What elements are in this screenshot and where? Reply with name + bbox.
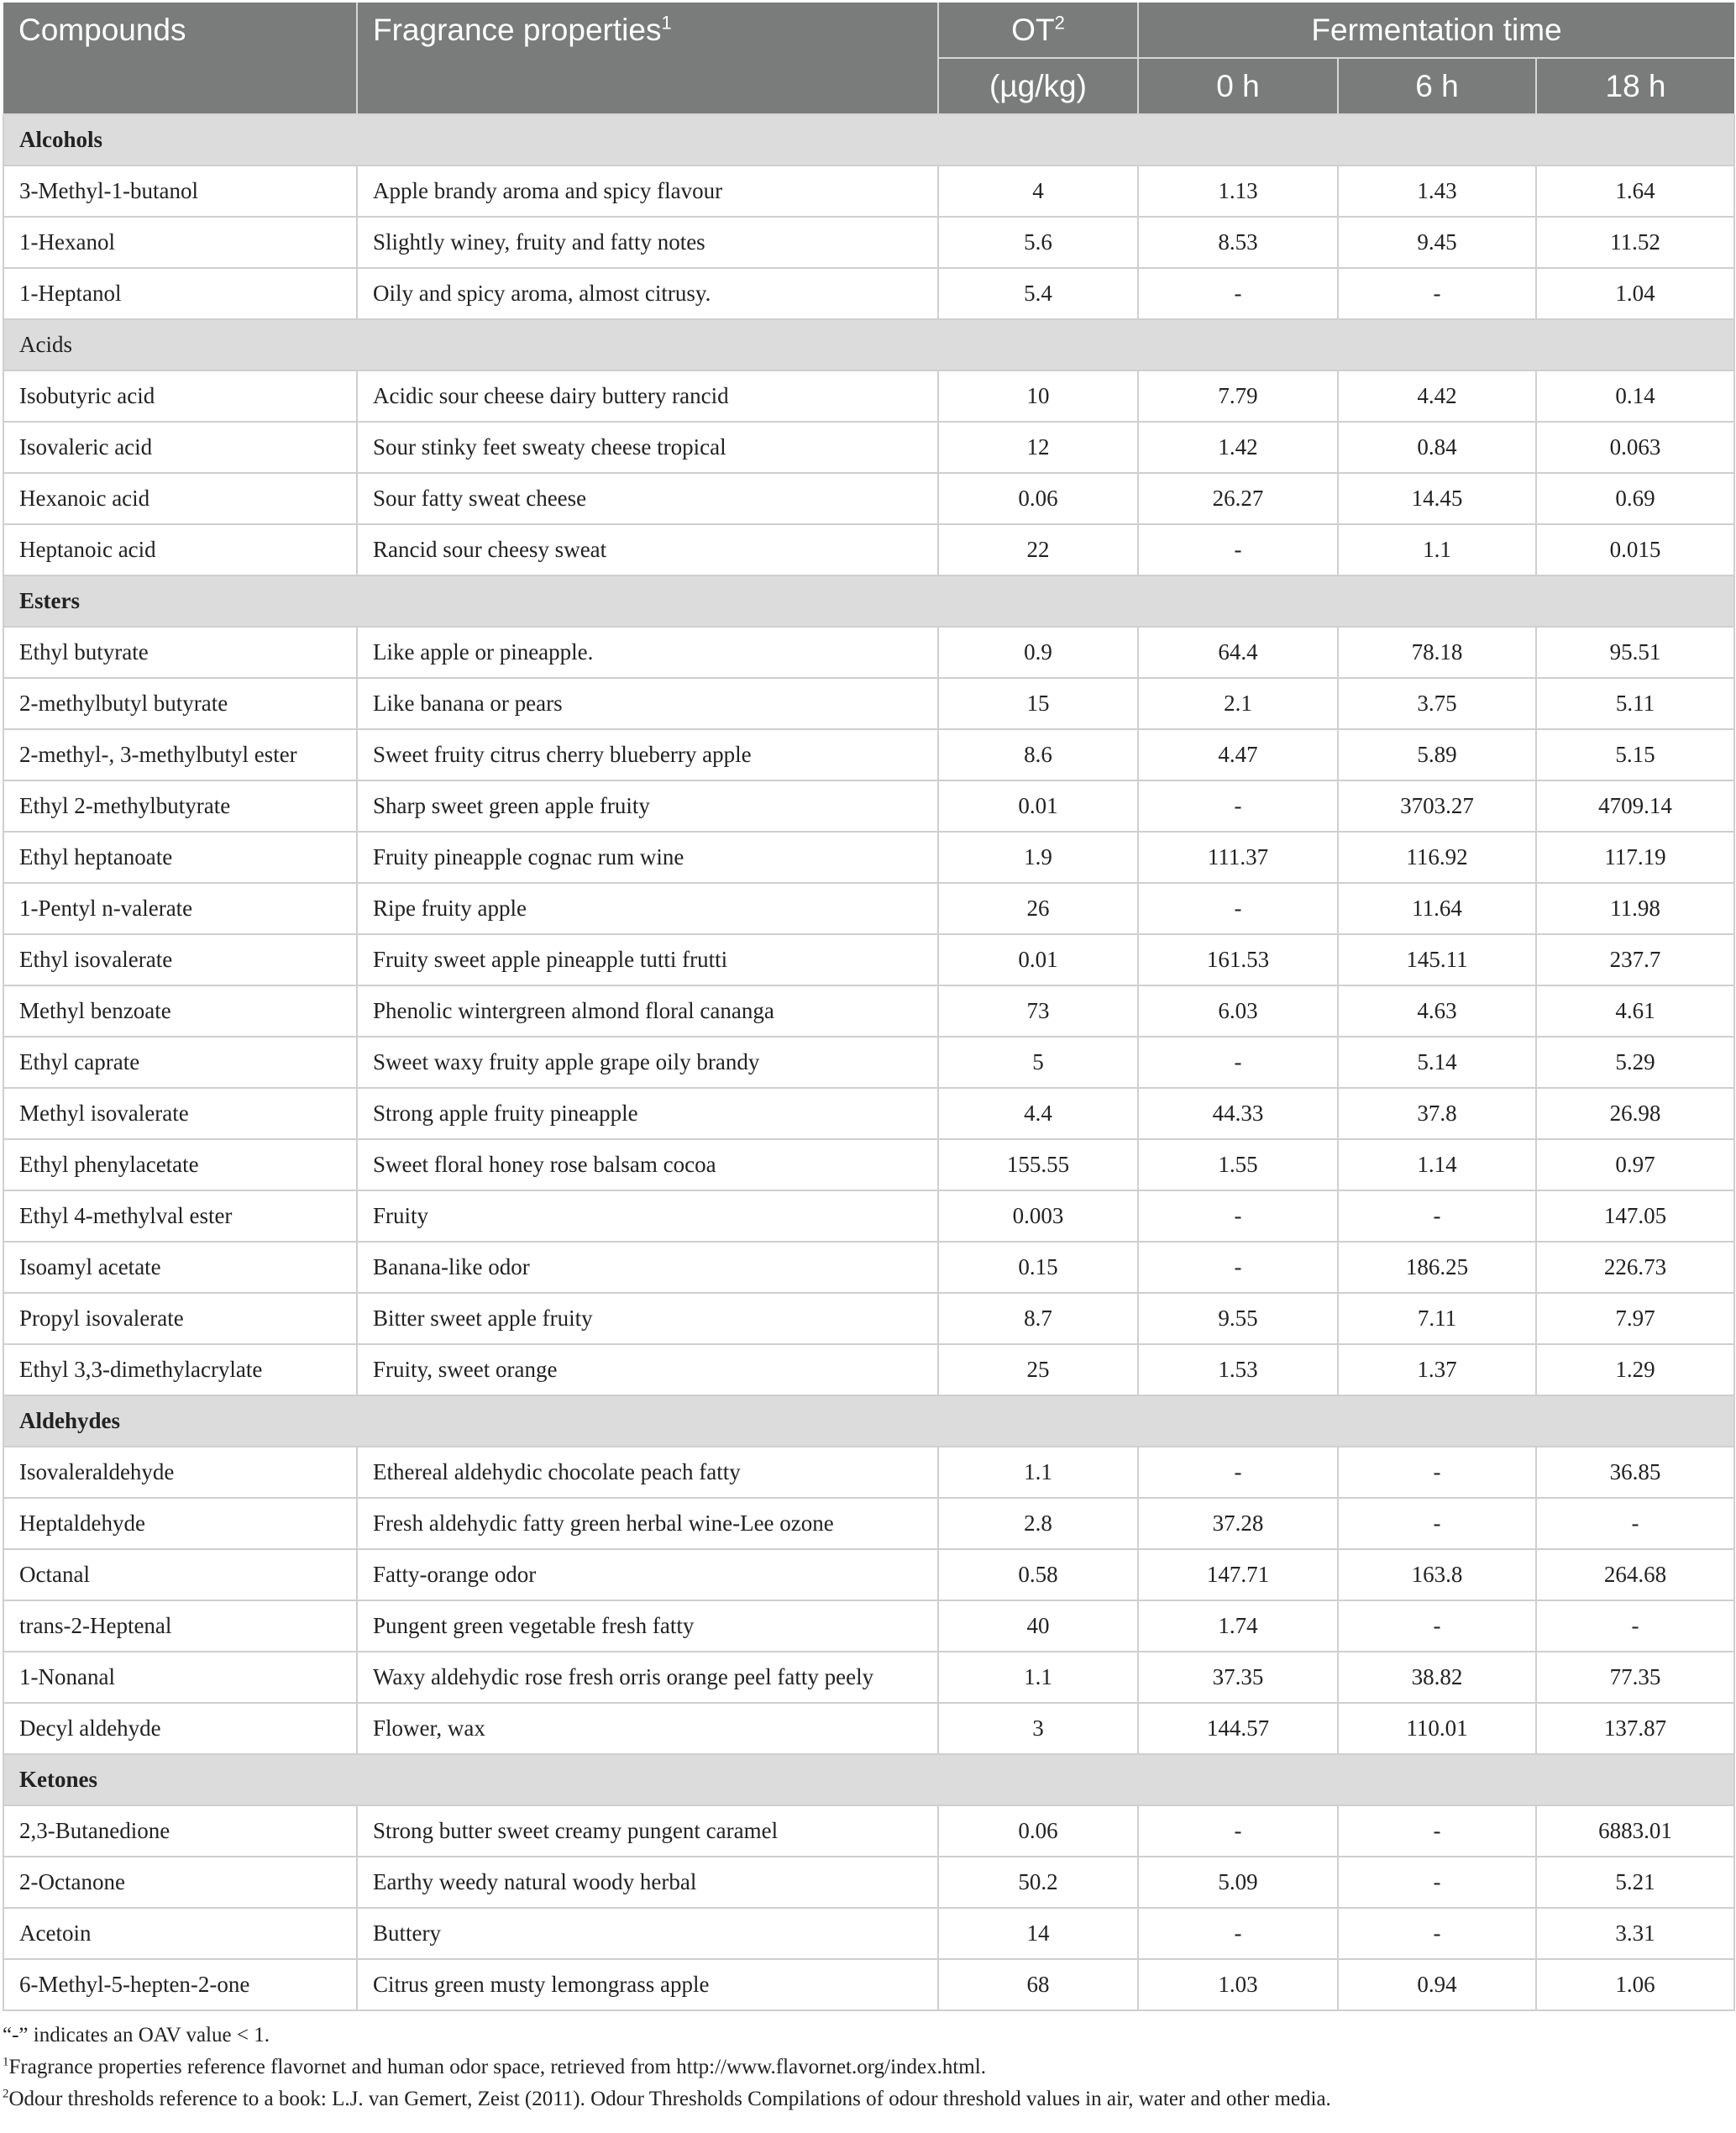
value-18h: 0.97 — [1536, 1139, 1734, 1190]
ot-value: 5.6 — [938, 217, 1138, 268]
value-6h: 1.14 — [1338, 1139, 1536, 1190]
value-0h: 9.55 — [1138, 1293, 1338, 1344]
fragrance-property: Sharp sweet green apple fruity — [357, 780, 938, 832]
ot-value: 15 — [938, 678, 1138, 729]
value-18h: - — [1536, 1600, 1734, 1652]
fragrance-property: Like banana or pears — [357, 678, 938, 729]
table-row — [3, 1242, 1734, 1293]
ot-value: 0.01 — [938, 780, 1138, 832]
ot-value: 1.1 — [938, 1652, 1138, 1703]
value-6h: 5.89 — [1338, 729, 1536, 780]
value-0h: 111.37 — [1138, 832, 1338, 883]
value-0h: 1.03 — [1138, 1959, 1338, 2010]
fragrance-property: Fruity sweet apple pineapple tutti frutti — [357, 934, 938, 985]
fragrance-property: Slightly winey, fruity and fatty notes — [357, 217, 938, 268]
value-18h: 0.015 — [1536, 524, 1734, 575]
value-18h: 226.73 — [1536, 1242, 1734, 1293]
value-6h: 9.45 — [1338, 217, 1536, 268]
value-0h: 6.03 — [1138, 985, 1338, 1037]
group-row — [3, 1754, 1734, 1805]
value-6h: 163.8 — [1338, 1549, 1536, 1600]
ot-value: 0.58 — [938, 1549, 1138, 1600]
fragrance-property: Ethereal aldehydic chocolate peach fatty — [357, 1447, 938, 1498]
group-label: Esters — [3, 575, 1734, 627]
compound-name: 1-Heptanol — [3, 268, 357, 319]
header-fermentation: Fermentation time — [1138, 3, 1734, 58]
value-18h: 7.97 — [1536, 1293, 1734, 1344]
value-0h: - — [1138, 1037, 1338, 1088]
fragrance-property: Flower, wax — [357, 1703, 938, 1754]
compound-name: Ethyl isovalerate — [3, 934, 357, 985]
table-row — [3, 1037, 1734, 1088]
table-row — [3, 985, 1734, 1037]
value-18h: 3.31 — [1536, 1908, 1734, 1959]
group-label: Alcohols — [3, 114, 1734, 165]
fragrance-property: Phenolic wintergreen almond floral cananga — [357, 985, 938, 1037]
value-0h: - — [1138, 524, 1338, 575]
value-6h: 0.94 — [1338, 1959, 1536, 2010]
ot-value: 1.1 — [938, 1447, 1138, 1498]
value-6h: - — [1338, 268, 1536, 319]
ot-value: 0.06 — [938, 473, 1138, 524]
table-row — [3, 524, 1734, 575]
fragrance-property: Banana-like odor — [357, 1242, 938, 1293]
value-0h: - — [1138, 1805, 1338, 1857]
ot-value: 1.9 — [938, 832, 1138, 883]
header-6h: 6 h — [1338, 58, 1536, 114]
compound-name: Isobutyric acid — [3, 370, 357, 422]
value-18h: 5.11 — [1536, 678, 1734, 729]
fragrance-property: Fresh aldehydic fatty green herbal wine-Lee ozone — [357, 1498, 938, 1549]
compound-name: 2-Octanone — [3, 1857, 357, 1908]
ot-value: 5 — [938, 1037, 1138, 1088]
value-6h: 37.8 — [1338, 1088, 1536, 1139]
value-6h: - — [1338, 1190, 1536, 1242]
ot-value: 73 — [938, 985, 1138, 1037]
value-6h: 4.63 — [1338, 985, 1536, 1037]
value-6h: 1.37 — [1338, 1344, 1536, 1395]
value-0h: 5.09 — [1138, 1857, 1338, 1908]
document — [3, 3, 1733, 2115]
table-row — [3, 1498, 1734, 1549]
compound-name: Ethyl phenylacetate — [3, 1139, 357, 1190]
table-row — [3, 473, 1734, 524]
table-row — [3, 729, 1734, 780]
value-18h: 36.85 — [1536, 1447, 1734, 1498]
value-0h: - — [1138, 1190, 1338, 1242]
value-0h: 64.4 — [1138, 627, 1338, 678]
ot-value: 0.15 — [938, 1242, 1138, 1293]
compound-name: 2-methylbutyl butyrate — [3, 678, 357, 729]
fragrance-property: Fatty-orange odor — [357, 1549, 938, 1600]
value-6h: 1.43 — [1338, 165, 1536, 217]
ot-value: 5.4 — [938, 268, 1138, 319]
fragrance-property: Citrus green musty lemongrass apple — [357, 1959, 938, 2010]
ot-value: 3 — [938, 1703, 1138, 1754]
value-18h: 264.68 — [1536, 1549, 1734, 1600]
fragrance-property: Oily and spicy aroma, almost citrusy. — [357, 268, 938, 319]
value-18h: 237.7 — [1536, 934, 1734, 985]
value-0h: - — [1138, 1242, 1338, 1293]
value-18h: 4709.14 — [1536, 780, 1734, 832]
value-0h: 44.33 — [1138, 1088, 1338, 1139]
compound-name: 3-Methyl-1-butanol — [3, 165, 357, 217]
value-0h: 161.53 — [1138, 934, 1338, 985]
group-label: Ketones — [3, 1754, 1734, 1805]
compound-name: 6-Methyl-5-hepten-2-one — [3, 1959, 357, 2010]
value-6h: 3703.27 — [1338, 780, 1536, 832]
group-row — [3, 575, 1734, 627]
compound-name: Ethyl butyrate — [3, 627, 357, 678]
table-row — [3, 217, 1734, 268]
ot-value: 26 — [938, 883, 1138, 934]
value-6h: 38.82 — [1338, 1652, 1536, 1703]
value-18h: 4.61 — [1536, 985, 1734, 1037]
compound-table — [3, 3, 1735, 2011]
table-row — [3, 1447, 1734, 1498]
value-0h: 8.53 — [1138, 217, 1338, 268]
compound-name: Isovaleric acid — [3, 422, 357, 473]
header-18h: 18 h — [1536, 58, 1734, 114]
group-label: Aldehydes — [3, 1395, 1734, 1447]
value-18h: 77.35 — [1536, 1652, 1734, 1703]
group-row — [3, 1395, 1734, 1447]
table-row — [3, 1908, 1734, 1959]
value-18h: 1.64 — [1536, 165, 1734, 217]
table-row — [3, 1703, 1734, 1754]
table-header — [3, 3, 1734, 114]
value-6h: 145.11 — [1338, 934, 1536, 985]
fragrance-property: Strong butter sweet creamy pungent caramel — [357, 1805, 938, 1857]
value-0h: 1.13 — [1138, 165, 1338, 217]
value-0h: 2.1 — [1138, 678, 1338, 729]
ot-value: 14 — [938, 1908, 1138, 1959]
compound-name: Isoamyl acetate — [3, 1242, 357, 1293]
compound-name: Ethyl 4-methylval ester — [3, 1190, 357, 1242]
group-row — [3, 319, 1734, 370]
value-6h: - — [1338, 1857, 1536, 1908]
ot-value: 0.01 — [938, 934, 1138, 985]
value-18h: 26.98 — [1536, 1088, 1734, 1139]
value-6h: - — [1338, 1498, 1536, 1549]
table-row — [3, 1549, 1734, 1600]
value-6h: 1.1 — [1338, 524, 1536, 575]
ot-value: 22 — [938, 524, 1138, 575]
value-6h: 0.84 — [1338, 422, 1536, 473]
table-row — [3, 165, 1734, 217]
ot-value: 0.003 — [938, 1190, 1138, 1242]
fragrance-property: Rancid sour cheesy sweat — [357, 524, 938, 575]
fragrance-property: Sour stinky feet sweaty cheese tropical — [357, 422, 938, 473]
value-18h: 5.15 — [1536, 729, 1734, 780]
ot-value: 4 — [938, 165, 1138, 217]
value-0h: - — [1138, 780, 1338, 832]
value-0h: 1.55 — [1138, 1139, 1338, 1190]
value-18h: 0.69 — [1536, 473, 1734, 524]
ot-value: 50.2 — [938, 1857, 1138, 1908]
value-0h: 4.47 — [1138, 729, 1338, 780]
group-row — [3, 114, 1734, 165]
compound-name: Octanal — [3, 1549, 357, 1600]
table-row — [3, 1652, 1734, 1703]
fragrance-property: Apple brandy aroma and spicy flavour — [357, 165, 938, 217]
fragrance-property: Strong apple fruity pineapple — [357, 1088, 938, 1139]
compound-name: Ethyl 2-methylbutyrate — [3, 780, 357, 832]
ot-value: 2.8 — [938, 1498, 1138, 1549]
table-row — [3, 1139, 1734, 1190]
compound-name: Ethyl caprate — [3, 1037, 357, 1088]
value-0h: 37.35 — [1138, 1652, 1338, 1703]
value-0h: 147.71 — [1138, 1549, 1338, 1600]
ot-value: 0.9 — [938, 627, 1138, 678]
table-row — [3, 678, 1734, 729]
footnote-thresholds: $^2$Odour thresholds reference to a book: L.J. van Gemert, Zeist (2011). Odour Thresholds Compilations of odour threshold values in air, water and other media. — [3, 2087, 1331, 2110]
value-0h: - — [1138, 268, 1338, 319]
group-label: Acids — [3, 319, 1734, 370]
table-body — [3, 114, 1734, 2010]
ot-value: 4.4 — [938, 1088, 1138, 1139]
value-18h: 11.52 — [1536, 217, 1734, 268]
fragrance-property: Fruity — [357, 1190, 938, 1242]
value-0h: 1.42 — [1138, 422, 1338, 473]
compound-name: Isovaleraldehyde — [3, 1447, 357, 1498]
ot-value: 8.6 — [938, 729, 1138, 780]
compound-name: Ethyl heptanoate — [3, 832, 357, 883]
value-0h: - — [1138, 1447, 1338, 1498]
value-0h: 26.27 — [1138, 473, 1338, 524]
compound-name: trans-2-Heptenal — [3, 1600, 357, 1652]
value-18h: 5.29 — [1536, 1037, 1734, 1088]
compound-name: Propyl isovalerate — [3, 1293, 357, 1344]
value-6h: - — [1338, 1600, 1536, 1652]
ot-value: 25 — [938, 1344, 1138, 1395]
compound-name: 1-Hexanol — [3, 217, 357, 268]
ot-value: 155.55 — [938, 1139, 1138, 1190]
value-18h: 1.29 — [1536, 1344, 1734, 1395]
table-row — [3, 1959, 1734, 2010]
value-0h: 7.79 — [1138, 370, 1338, 422]
table-row — [3, 832, 1734, 883]
value-6h: 186.25 — [1338, 1242, 1536, 1293]
ot-value: 0.06 — [938, 1805, 1138, 1857]
table-row — [3, 370, 1734, 422]
value-0h: 37.28 — [1138, 1498, 1338, 1549]
compound-name: 1-Pentyl n-valerate — [3, 883, 357, 934]
value-6h: 11.64 — [1338, 883, 1536, 934]
compound-name: Hexanoic acid — [3, 473, 357, 524]
value-0h: - — [1138, 1908, 1338, 1959]
value-18h: 0.063 — [1536, 422, 1734, 473]
value-0h: - — [1138, 883, 1338, 934]
compound-name: 1-Nonanal — [3, 1652, 357, 1703]
value-6h: 4.42 — [1338, 370, 1536, 422]
compound-name: Methyl benzoate — [3, 985, 357, 1037]
table-row — [3, 1190, 1734, 1242]
header-fragrance: Fragrance properties$^1$ — [357, 3, 938, 114]
fragrance-property: Like apple or pineapple. — [357, 627, 938, 678]
value-6h: - — [1338, 1805, 1536, 1857]
header-ot: $OT^2$ — [938, 3, 1138, 58]
fragrance-property: Sweet floral honey rose balsam cocoa — [357, 1139, 938, 1190]
footnote-oav: “-” indicates an OAV value < 1. — [3, 2024, 270, 2046]
fragrance-property: Ripe fruity apple — [357, 883, 938, 934]
table-row — [3, 1600, 1734, 1652]
value-6h: - — [1338, 1447, 1536, 1498]
footnotes — [3, 2020, 1733, 2115]
fragrance-property: Buttery — [357, 1908, 938, 1959]
value-18h: - — [1536, 1498, 1734, 1549]
value-18h: 1.04 — [1536, 268, 1734, 319]
compound-name: Acetoin — [3, 1908, 357, 1959]
table-row — [3, 780, 1734, 832]
ot-value: 12 — [938, 422, 1138, 473]
fragrance-property: Sweet waxy fruity apple grape oily brandy — [357, 1037, 938, 1088]
fragrance-property: Sour fatty sweat cheese — [357, 473, 938, 524]
fragrance-property: Fruity, sweet orange — [357, 1344, 938, 1395]
compound-name: Decyl aldehyde — [3, 1703, 357, 1754]
table-row — [3, 422, 1734, 473]
value-18h: 5.21 — [1536, 1857, 1734, 1908]
value-18h: 1.06 — [1536, 1959, 1734, 2010]
compound-name: Heptaldehyde — [3, 1498, 357, 1549]
fragrance-property: Acidic sour cheese dairy buttery rancid — [357, 370, 938, 422]
ot-value: 68 — [938, 1959, 1138, 2010]
compound-name: Heptanoic acid — [3, 524, 357, 575]
header-compounds: Compounds — [3, 3, 357, 114]
value-0h: 1.74 — [1138, 1600, 1338, 1652]
value-6h: 116.92 — [1338, 832, 1536, 883]
value-6h: 5.14 — [1338, 1037, 1536, 1088]
ot-value: 10 — [938, 370, 1138, 422]
fragrance-property: Pungent green vegetable fresh fatty — [357, 1600, 938, 1652]
fragrance-property: Sweet fruity citrus cherry blueberry apple — [357, 729, 938, 780]
table-row — [3, 268, 1734, 319]
value-18h: 147.05 — [1536, 1190, 1734, 1242]
value-6h: 110.01 — [1338, 1703, 1536, 1754]
value-18h: 6883.01 — [1536, 1805, 1734, 1857]
table-row — [3, 1293, 1734, 1344]
header-ot-unit: (µg/kg) — [938, 58, 1138, 114]
value-18h: 11.98 — [1536, 883, 1734, 934]
table-row — [3, 1805, 1734, 1857]
table-row — [3, 1344, 1734, 1395]
fragrance-property: Earthy weedy natural woody herbal — [357, 1857, 938, 1908]
compound-name: 2-methyl-, 3-methylbutyl ester — [3, 729, 357, 780]
compound-name: Methyl isovalerate — [3, 1088, 357, 1139]
value-6h: - — [1338, 1908, 1536, 1959]
ot-value: 8.7 — [938, 1293, 1138, 1344]
fragrance-property: Fruity pineapple cognac rum wine — [357, 832, 938, 883]
fragrance-property: Bitter sweet apple fruity — [357, 1293, 938, 1344]
table-row — [3, 1857, 1734, 1908]
value-18h: 137.87 — [1536, 1703, 1734, 1754]
header-0h: 0 h — [1138, 58, 1338, 114]
value-6h: 7.11 — [1338, 1293, 1536, 1344]
compound-name: 2,3-Butanedione — [3, 1805, 357, 1857]
ot-value: 40 — [938, 1600, 1138, 1652]
compound-name: Ethyl 3,3-dimethylacrylate — [3, 1344, 357, 1395]
value-6h: 14.45 — [1338, 473, 1536, 524]
fragrance-property: Waxy aldehydic rose fresh orris orange peel fatty peely — [357, 1652, 938, 1703]
table-row — [3, 934, 1734, 985]
table-row — [3, 1088, 1734, 1139]
value-18h: 95.51 — [1536, 627, 1734, 678]
value-0h: 1.53 — [1138, 1344, 1338, 1395]
value-18h: 0.14 — [1536, 370, 1734, 422]
table-row — [3, 627, 1734, 678]
table-row — [3, 883, 1734, 934]
value-6h: 78.18 — [1338, 627, 1536, 678]
value-18h: 117.19 — [1536, 832, 1734, 883]
value-0h: 144.57 — [1138, 1703, 1338, 1754]
footnote-fragrance: $^1$Fragrance properties reference flavornet and human odor space, retrieved from http://www.flavornet.org/index.html. — [3, 2055, 986, 2078]
value-6h: 3.75 — [1338, 678, 1536, 729]
